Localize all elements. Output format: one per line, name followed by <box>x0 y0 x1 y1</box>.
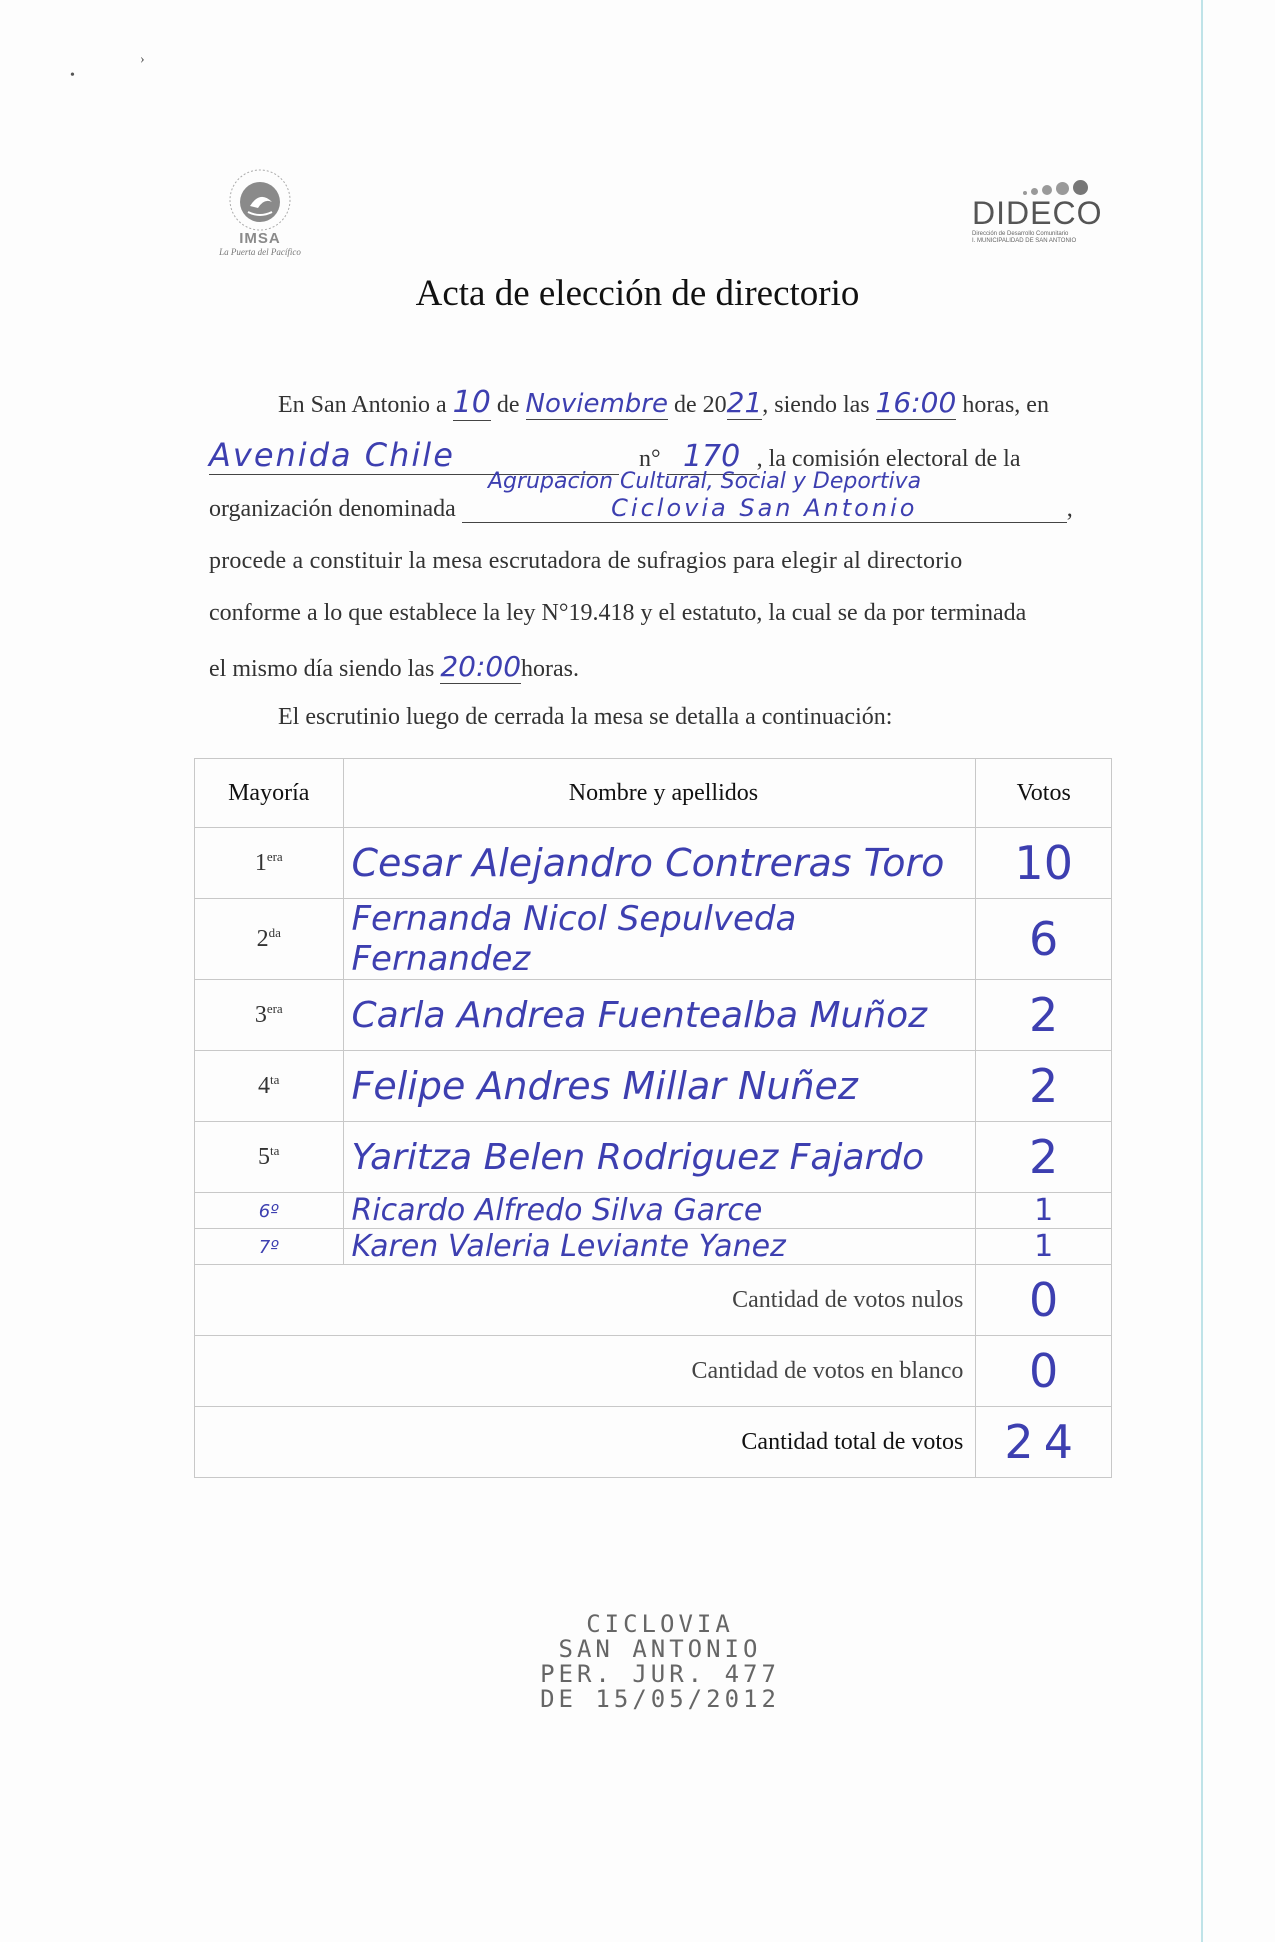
table-row <box>195 1122 1112 1193</box>
col-header-name: Nombre y apellidos <box>343 759 976 828</box>
street-number-field: 170 <box>667 439 757 475</box>
page-title: Acta de elección de directorio <box>415 273 860 314</box>
total-votes-value: 24 <box>976 1407 1112 1478</box>
null-votes-label: Cantidad de votos nulos <box>195 1265 976 1336</box>
votes-cell: 6 <box>976 899 1112 980</box>
stamp-line-4: DE 15/05/2012 <box>540 1685 780 1713</box>
org-name-line2: Ciclovia San Antonio <box>462 494 1067 523</box>
rank-cell: 7º <box>195 1229 344 1265</box>
table-row <box>195 828 1112 899</box>
year-field: 21 <box>726 386 763 419</box>
end-time-field: 20:00 <box>440 650 522 683</box>
blank-votes-label: Cantidad de votos en blanco <box>195 1336 976 1407</box>
col-header-votes: Votos <box>976 759 1112 828</box>
rank-cell: $4^{ta}$ <box>195 1051 344 1122</box>
day-field: 10 <box>452 385 491 420</box>
dideco-dots-icon <box>972 180 1088 195</box>
scan-speck: • <box>70 68 75 83</box>
dideco-sub-2: I. MUNICIPALIDAD DE SAN ANTONIO <box>972 238 1077 244</box>
stamp-line-3: PER. JUR. 477 <box>540 1660 780 1688</box>
start-time-field: 16:00 <box>875 386 957 419</box>
table-row <box>195 1193 1112 1229</box>
votes-cell: 1 <box>976 1229 1112 1265</box>
imsa-emblem-icon <box>228 168 292 232</box>
total-votes-label: Cantidad total de votos <box>195 1407 976 1478</box>
table-row <box>195 899 1112 980</box>
name-cell: Cesar Alejandro Contreras Toro <box>343 828 976 899</box>
address-field: Avenida Chile <box>209 436 619 475</box>
null-votes-row <box>195 1265 1112 1336</box>
votes-cell: 2 <box>976 1122 1112 1193</box>
intro-line-4: procede a constituir la mesa escrutadora de sufragios para elegir al directorio <box>209 548 963 574</box>
intro-line-1: En San Antonio a 10 de Noviembre de 2021, siendo las 16:00 horas, en <box>278 385 1049 420</box>
votes-table <box>194 758 1112 1478</box>
intro-line-3: organización denominada Ciclovia San Antonio , <box>209 494 1073 522</box>
month-field: Noviembre <box>525 389 668 419</box>
intro-line-7: El escrutinio luego de cerrada la mesa se detalla a continuación: <box>278 704 893 730</box>
name-cell: Fernanda Nicol Sepulveda Fernandez <box>343 899 976 980</box>
name-cell: Ricardo Alfredo Silva Garce <box>343 1193 976 1229</box>
intro-line-6: el mismo día siendo las 20:00horas. <box>209 650 579 683</box>
dideco-logo <box>972 180 1102 245</box>
table-row <box>195 1051 1112 1122</box>
rank-cell: $1^{era}$ <box>195 828 344 899</box>
dideco-sub-1: Dirección de Desarrollo Comunitario <box>972 231 1069 237</box>
votes-cell: 1 <box>976 1193 1112 1229</box>
name-cell: Karen Valeria Leviante Yanez <box>343 1229 976 1265</box>
organization-stamp <box>510 1612 810 1712</box>
name-cell: Yaritza Belen Rodriguez Fajardo <box>343 1122 976 1193</box>
table-row <box>195 1229 1112 1265</box>
blank-votes-value: 0 <box>976 1336 1112 1407</box>
table-row <box>195 980 1112 1051</box>
col-header-rank: Mayoría <box>195 759 344 828</box>
org-line-1 <box>488 468 1275 495</box>
stamp-line-1: CICLOVIA <box>586 1610 734 1638</box>
scan-speck: › <box>140 52 145 67</box>
total-votes-row <box>195 1407 1112 1478</box>
rank-cell: 6º <box>195 1193 344 1229</box>
imsa-tagline: La Puerta del Pacífico <box>219 247 301 257</box>
intro-line-5: conforme a lo que establece la ley N°19.418 y el estatuto, la cual se da por terminada <box>209 600 1027 626</box>
imsa-logo <box>205 168 315 257</box>
name-cell: Felipe Andres Millar Nuñez <box>343 1051 976 1122</box>
table-header-row <box>195 759 1112 828</box>
blank-votes-row <box>195 1336 1112 1407</box>
imsa-brand-text: IMSA <box>239 230 281 247</box>
null-votes-value: 0 <box>976 1265 1112 1336</box>
name-cell: Carla Andrea Fuentealba Muñoz <box>343 980 976 1051</box>
intro-line-2: Avenida Chile n° 170 , la comisión electoral de la <box>209 436 1021 474</box>
votes-cell: 10 <box>976 828 1112 899</box>
votes-cell: 2 <box>976 1051 1112 1122</box>
votes-cell: 2 <box>976 980 1112 1051</box>
org-name-line1: Agrupacion Cultural, Social y Deportiva <box>488 469 922 494</box>
rank-cell: $5^{ta}$ <box>195 1122 344 1193</box>
dideco-brand-text: DIDECO <box>972 195 1103 231</box>
stamp-line-2: SAN ANTONIO <box>558 1635 762 1663</box>
rank-cell: $3^{era}$ <box>195 980 344 1051</box>
rank-cell: $2^{da}$ <box>195 899 344 980</box>
